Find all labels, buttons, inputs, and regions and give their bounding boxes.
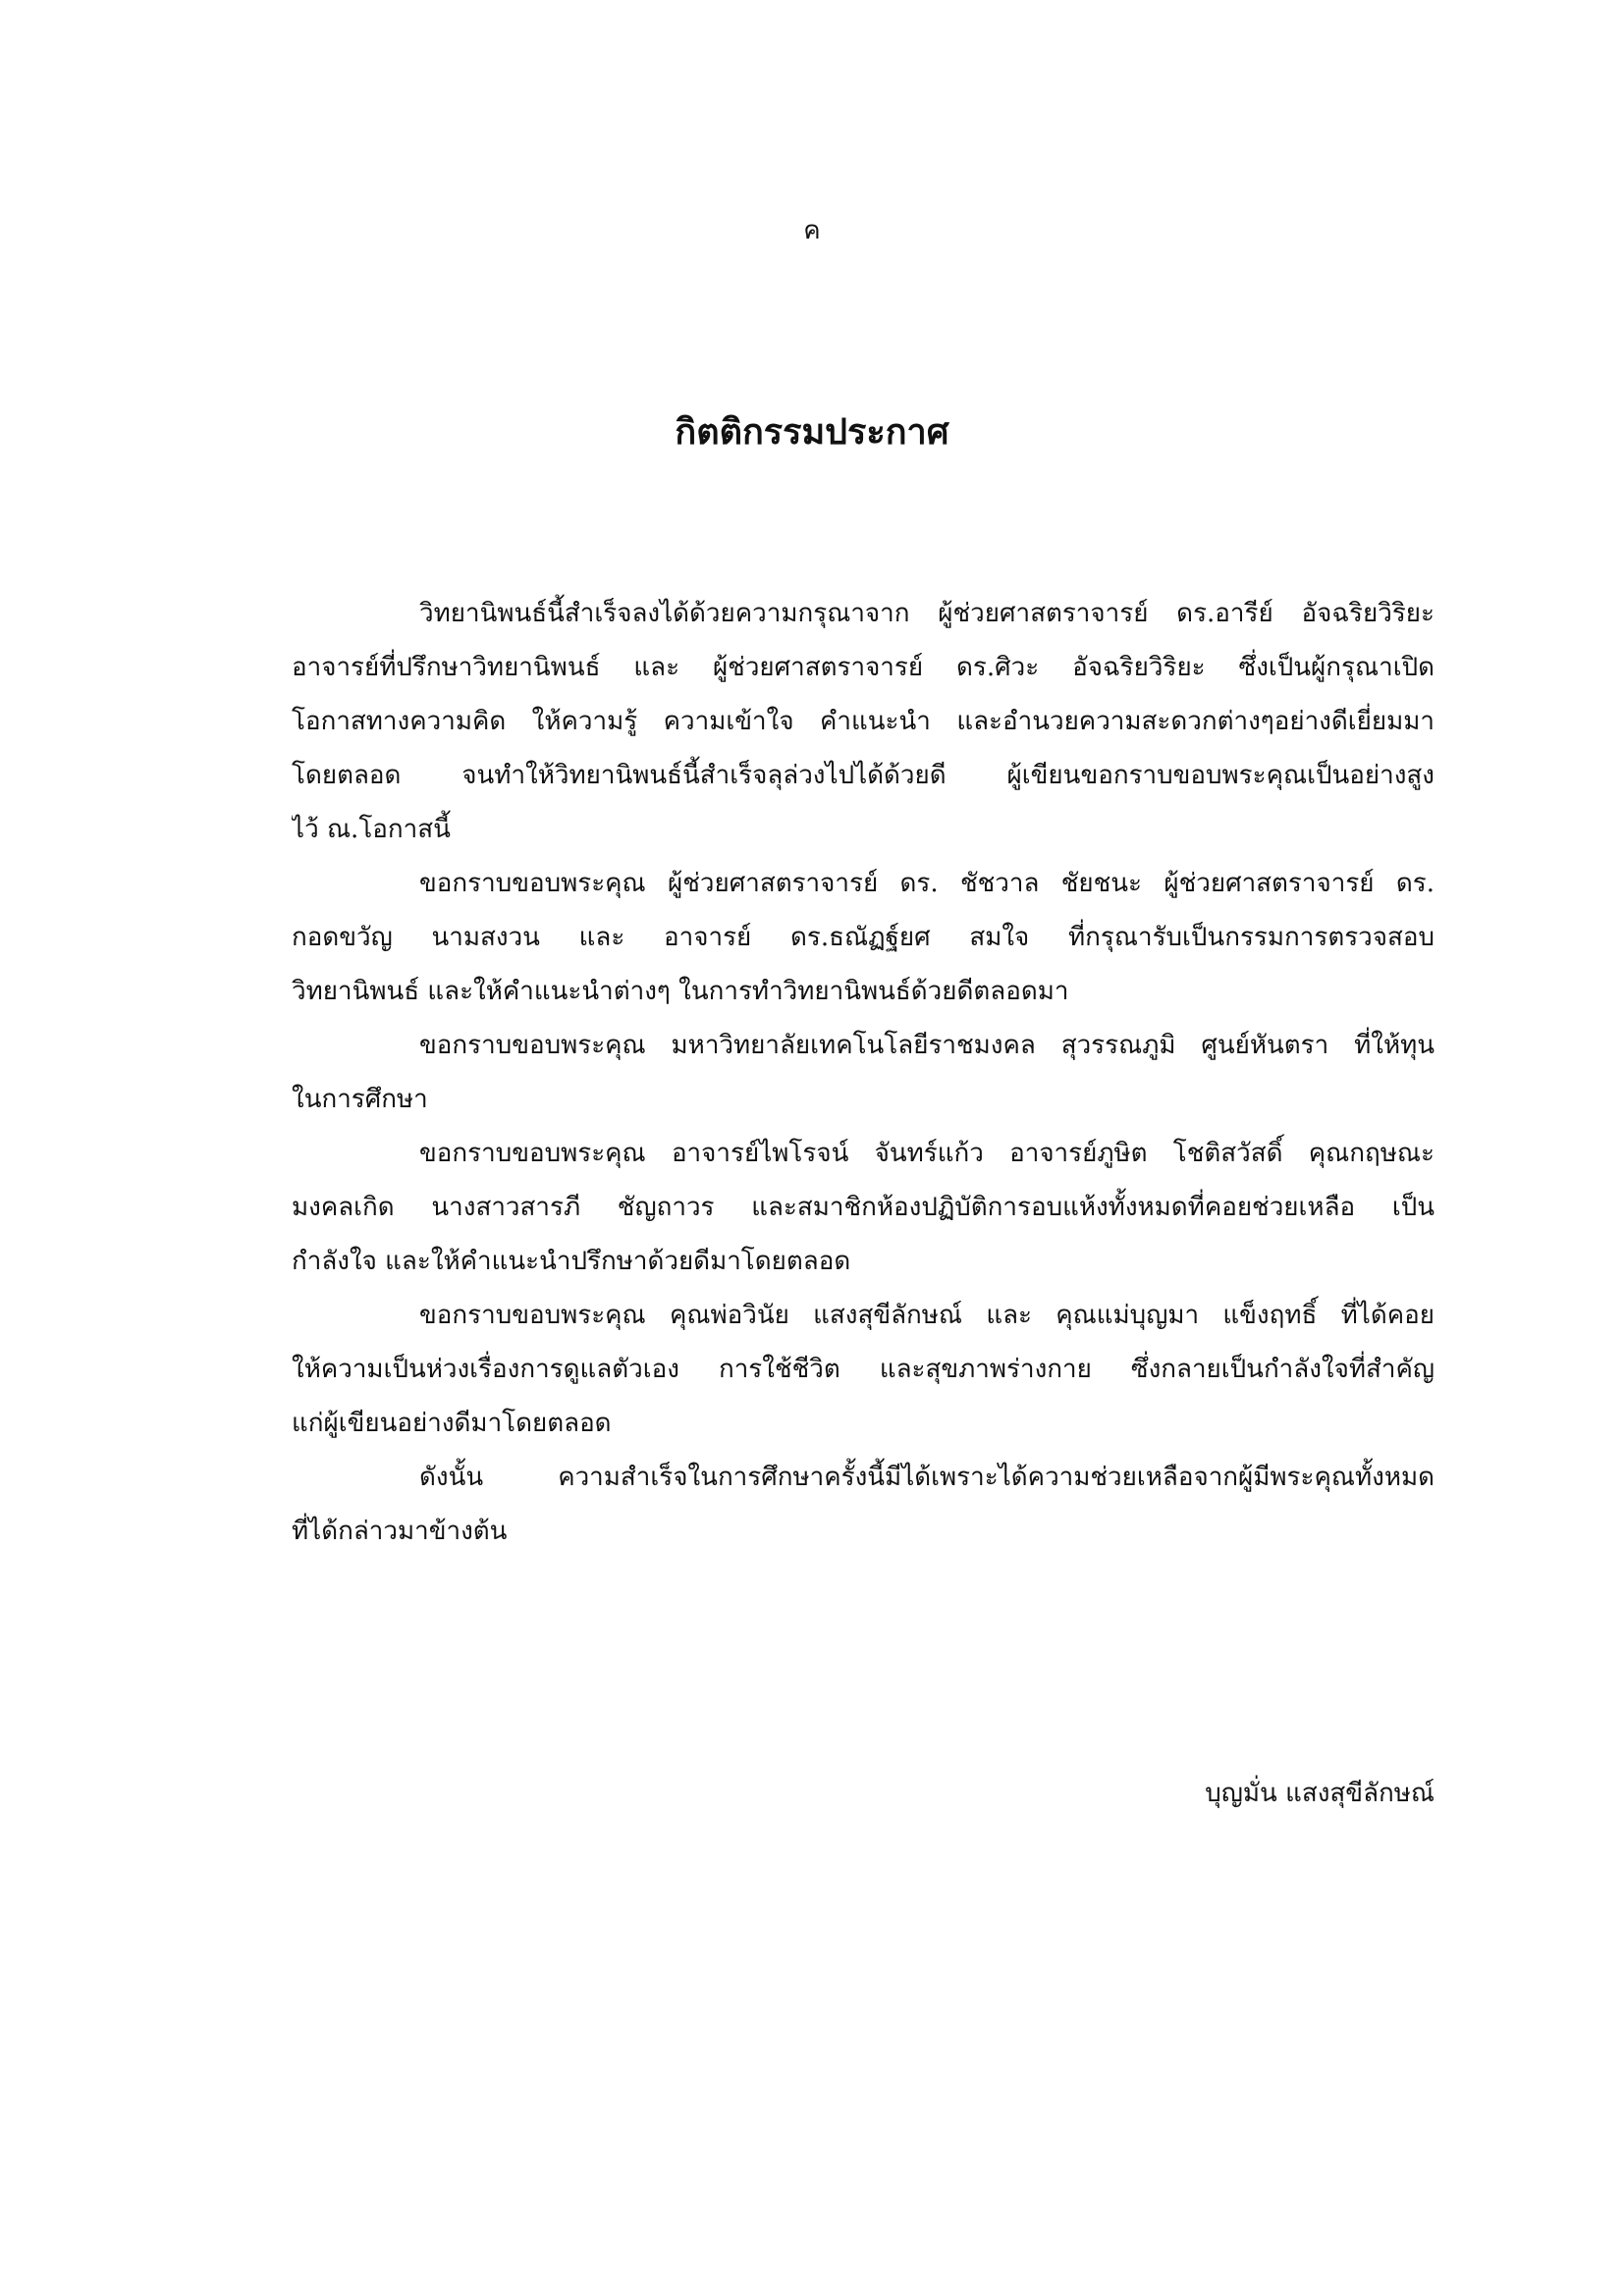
paragraph-committee [292, 857, 1435, 1019]
text-line: ให้ความเป็นห่วงเรื่องการดูแลตัวเอง การใช้ชีวิต และสุขภาพร่างกาย ซึ่งกลายเป็นกำลังใจที่สำคัญ [292, 1355, 1435, 1384]
text-line: โอกาสทางความคิด ให้ความรู้ ความเข้าใจ คำแนะนำ และอำนวยความสะดวกต่างๆอย่างดีเยี่ยมมา [292, 707, 1435, 736]
text-line: อาจารย์ที่ปรึกษาวิทยานิพนธ์ และ ผู้ช่วยศาสตราจารย์ ดร.ศิวะ อัจฉริยวิริยะ ซึ่งเป็นผู้กรุณาเปิด [292, 653, 1435, 682]
paragraph-university [292, 1019, 1435, 1127]
text-line: โดยตลอด จนทำให้วิทยานิพนธ์นี้สำเร็จลุล่วงไปได้ด้วยดี ผู้เขียนขอกราบขอบพระคุณเป็นอย่างสูง [292, 761, 1435, 790]
text-line: ดังนั้น ความสำเร็จในการศึกษาครั้งนี้มีได้เพราะได้ความช่วยเหลือจากผู้มีพระคุณทั้งหมด [419, 1463, 1435, 1492]
text-line: แก่ผู้เขียนอย่างดีมาโดยตลอด [292, 1409, 612, 1438]
text-line: ที่ได้กล่าวมาข้างต้น [292, 1517, 508, 1546]
text-line: วิทยานิพนธ์ และให้คำแนะนำต่างๆ ในการทำวิทยานิพนธ์ด้วยดีตลอดมา [292, 977, 1069, 1006]
text-line: ขอกราบขอบพระคุณ ผู้ช่วยศาสตราจารย์ ดร. ชัชวาล ชัยชนะ ผู้ช่วยศาสตราจารย์ ดร. [419, 869, 1435, 898]
text-line: กอดขวัญ นามสงวน และ อาจารย์ ดร.ธณัฏฐ์ยศ สมใจ ที่กรุณารับเป็นกรรมการตรวจสอบ [292, 923, 1435, 952]
paragraph-advisors [292, 587, 1435, 857]
text-line: มงคลเกิด นางสาวสารภี ชัญถาวร และสมาชิกห้องปฏิบัติการอบแห้งทั้งหมดที่คอยช่วยเหลือ เป็น [292, 1193, 1435, 1222]
text-line: ขอกราบขอบพระคุณ มหาวิทยาลัยเทคโนโลยีราชมงคล สุวรรณภูมิ ศูนย์หันตรา ที่ให้ทุน [419, 1031, 1435, 1060]
text-line: ในการศึกษา [292, 1085, 428, 1114]
page-title: กิตติกรรมประกาศ [675, 411, 949, 453]
text-line: วิทยานิพนธ์นี้สำเร็จลงได้ด้วยความกรุณาจาก ผู้ช่วยศาสตราจารย์ ดร.อารีย์ อัจฉริยวิริยะ [419, 599, 1435, 628]
paragraph-conclusion [292, 1451, 1435, 1559]
acknowledgement-body [292, 587, 1435, 1559]
paragraph-parents [292, 1289, 1435, 1451]
page-number: ค [803, 216, 821, 245]
text-line: ขอกราบขอบพระคุณ อาจารย์ไพโรจน์ จันทร์แก้ว อาจารย์ภูษิต โชติสวัสดิ์ คุณกฤษณะ [419, 1139, 1435, 1168]
author-signature: บุญมั่น แสงสุขีลักษณ์ [1205, 1779, 1435, 1808]
text-line: ขอกราบขอบพระคุณ คุณพ่อวินัย แสงสุขีลักษณ์ และ คุณแม่บุญมา แข็งฤทธิ์ ที่ได้คอย [419, 1301, 1435, 1330]
text-line: ไว้ ณ.โอกาสนี้ [292, 815, 451, 844]
text-line: กำลังใจ และให้คำแนะนำปรึกษาด้วยดีมาโดยตลอด [292, 1247, 851, 1276]
paragraph-lab-members [292, 1127, 1435, 1289]
